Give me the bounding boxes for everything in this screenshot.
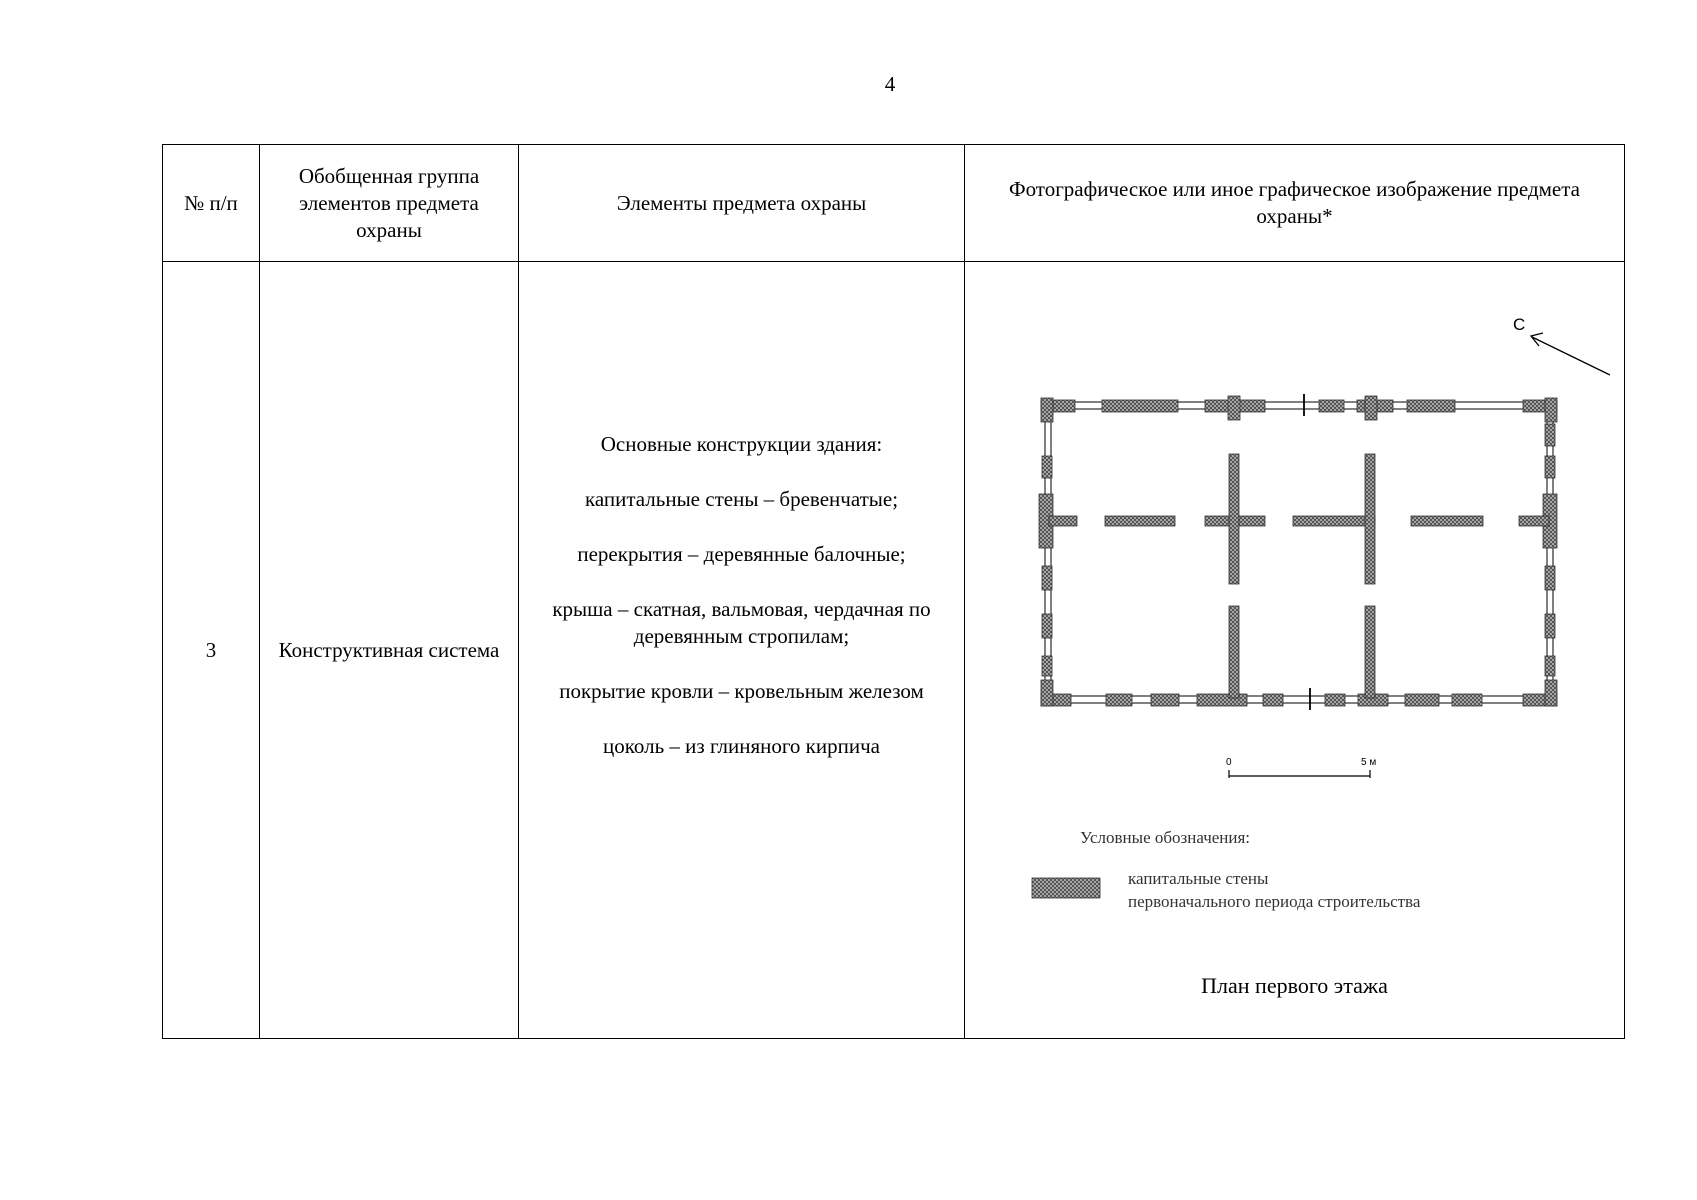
element-floors: перекрытия – деревянные балочные; xyxy=(577,541,906,566)
scale-start-label: 0 xyxy=(1226,757,1232,768)
plan-outline xyxy=(1045,394,1553,710)
floor-plan-drawing xyxy=(965,262,1625,1041)
row-image xyxy=(965,262,1625,1039)
element-roof: крыша – скатная, вальмовая, чердачная по деревянным стропилам; xyxy=(552,596,931,648)
scale-end-label: 5 м xyxy=(1361,757,1377,768)
legend xyxy=(1032,828,1421,911)
scale-bar xyxy=(1226,757,1376,778)
row-number: 3 xyxy=(163,262,260,1039)
north-label: С xyxy=(1513,315,1526,334)
north-arrow xyxy=(1513,315,1610,375)
legend-line-2: первоначального периода строительства xyxy=(1128,892,1421,911)
header-image: Фотографическое или иное графическое изображение предмета охраны* xyxy=(965,145,1625,262)
header-group: Обобщенная группа элементов предмета охраны xyxy=(260,145,519,262)
page-number: 4 xyxy=(884,72,896,96)
element-roofing: покрытие кровли – кровельным железом xyxy=(559,678,924,703)
header-elements: Элементы предмета охраны xyxy=(519,145,965,262)
legend-line-1: капитальные стены xyxy=(1128,869,1269,888)
protection-table xyxy=(162,144,1625,1039)
legend-swatch xyxy=(1032,878,1100,898)
elements-heading: Основные конструкции здания: xyxy=(600,431,883,456)
row-group: Конструктивная система xyxy=(260,262,519,1039)
row-elements xyxy=(519,262,965,1039)
element-plinth: цоколь – из глиняного кирпича xyxy=(603,733,880,758)
table-header-row xyxy=(163,145,1625,262)
plan-title: План первого этажа xyxy=(1201,973,1388,998)
element-walls: капитальные стены – бревенчатые; xyxy=(584,486,899,511)
header-number: № п/п xyxy=(163,145,260,262)
legend-title: Условные обозначения: xyxy=(1080,828,1251,847)
capital-walls xyxy=(1039,396,1557,706)
table-row xyxy=(163,262,1625,1039)
